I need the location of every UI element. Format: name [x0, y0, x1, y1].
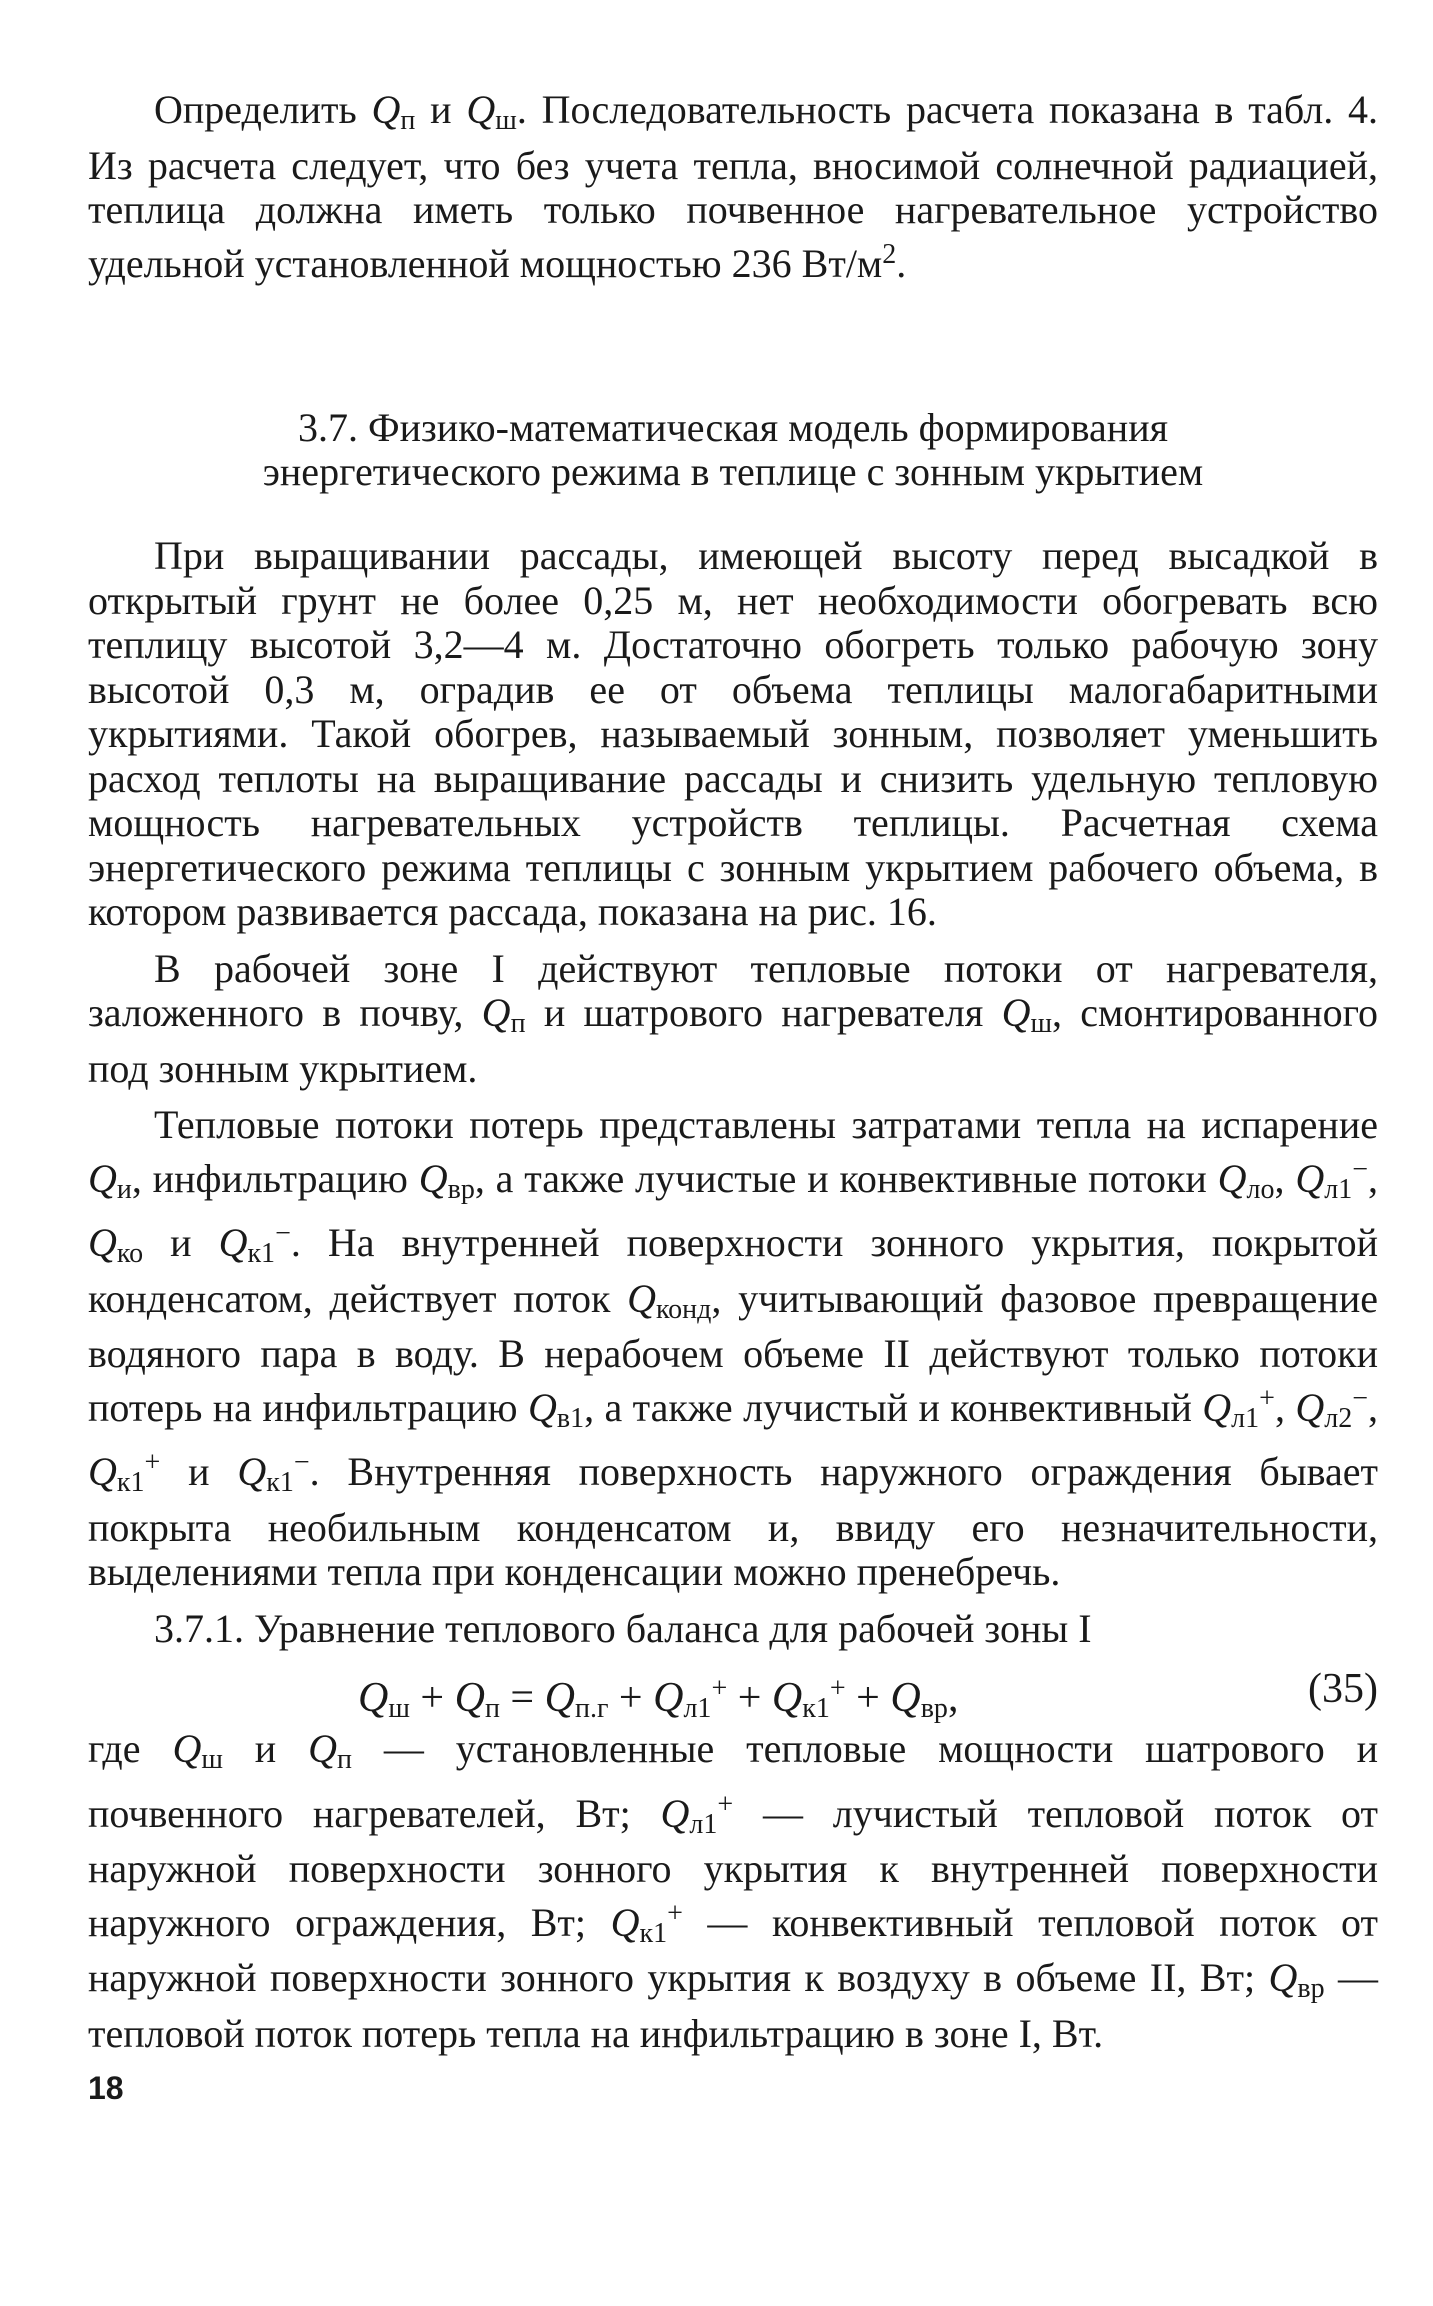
- page-number: 18: [88, 2070, 124, 2106]
- intro-paragraph: Определить $Q_п$ и $Q_ш$. Последовательность расчета показана в табл. 4. Из расчета следует, что без учета тепла, вносимой солнечной радиацией, теплица должна иметь только почвенное нагревательное устройство удельной установленной мощностью 236 $Вт/м^2$.: [88, 87, 1379, 286]
- equation-body: $Q_ш + Q_п = Q_{п.г} + Q_{л1}^+ + Q_{к1}^+ + Q_{вр}$,: [358, 1673, 959, 1724]
- equation-35: [88, 1661, 1378, 1724]
- subsection-heading: 3.7.1. Уравнение теплового баланса для рабочей зоны I: [154, 1605, 1092, 1651]
- book-page: [88, 88, 1378, 2107]
- section-heading-line-2: энергетического режима в теплице с зонным укрытием: [262, 449, 1204, 494]
- body-paragraph-1: При выращивании рассады, имеющей высоту перед высадкой в открытый грунт не более 0,25 м, нет необходимости обогревать всю теплицу высотой 3,2—4 м. Достаточно обогреть только рабочую зону высотой 0,3 м, оградив ее от объема теплицы малогабаритными укрытиями. Такой обогрев, называемый зонным, позволяет уменьшить расход теплоты на выращивание рассады и снизить удельную тепловую мощность нагревательных устройств теплицы. Расчетная схема энергетического режима теплицы с зонным укрытием рабочего объема, в котором развивается рассада, показана на рис. 16.: [88, 533, 1378, 934]
- section-heading-line-1: 3.7. Физико-математическая модель формирования: [298, 405, 1168, 450]
- body-paragraph-3: Тепловые потоки потерь представлены затратами тепла на испарение $Q_и$, инфильтрацию $Q_{вр}$, а также лучистые и конвективные потоки $Q_{ло}$, $Q_{л1}^-$, $Q_{ко}$ и $Q_{к1}^-$. На внутренней поверхности зонного укрытия, покрытой конденсатом, действует поток $Q_{конд}$, учитывающий фазовое превращение водяного пара в воду. В нерабочем объеме II действуют только потоки потерь на инфильтрацию $Q_{в1}$, а также лучистый и конвективный $Q_{л1}^+$, $Q_{л2}^-$, $Q_{к1}^+$ и $Q_{к1}^-$. Внутренняя поверхность наружного ограждения бывает покрыта необильным конденсатом и, ввиду его незначительности, выделениями тепла при конденсации можно пренебречь.: [88, 1102, 1379, 1594]
- definitions-paragraph: где $Q_ш$ и $Q_п$ — установленные тепловые мощности шатрового и почвенного нагревателей, Вт; $Q_{л1}^+$ — лучистый тепловой поток от наружной поверхности зонного укрытия к внутренней поверхности наружного ограждения, Вт; $Q_{к1}^+$ — конвективный тепловой поток от наружной поверхности зонного укрытия к воздуху в объеме II, Вт; $Q_{вр}$ — тепловой поток потерь тепла на инфильтрацию в зоне I, Вт.: [88, 1726, 1379, 2056]
- section-heading: [88, 406, 1378, 494]
- body-paragraph-2: В рабочей зоне I действуют тепловые потоки от нагревателя, заложенного в почву, $Q_п$ и шатрового нагревателя $Q_ш$, смонтированного под зонным укрытием.: [88, 945, 1378, 1091]
- equation-number: (35): [1308, 1666, 1378, 1712]
